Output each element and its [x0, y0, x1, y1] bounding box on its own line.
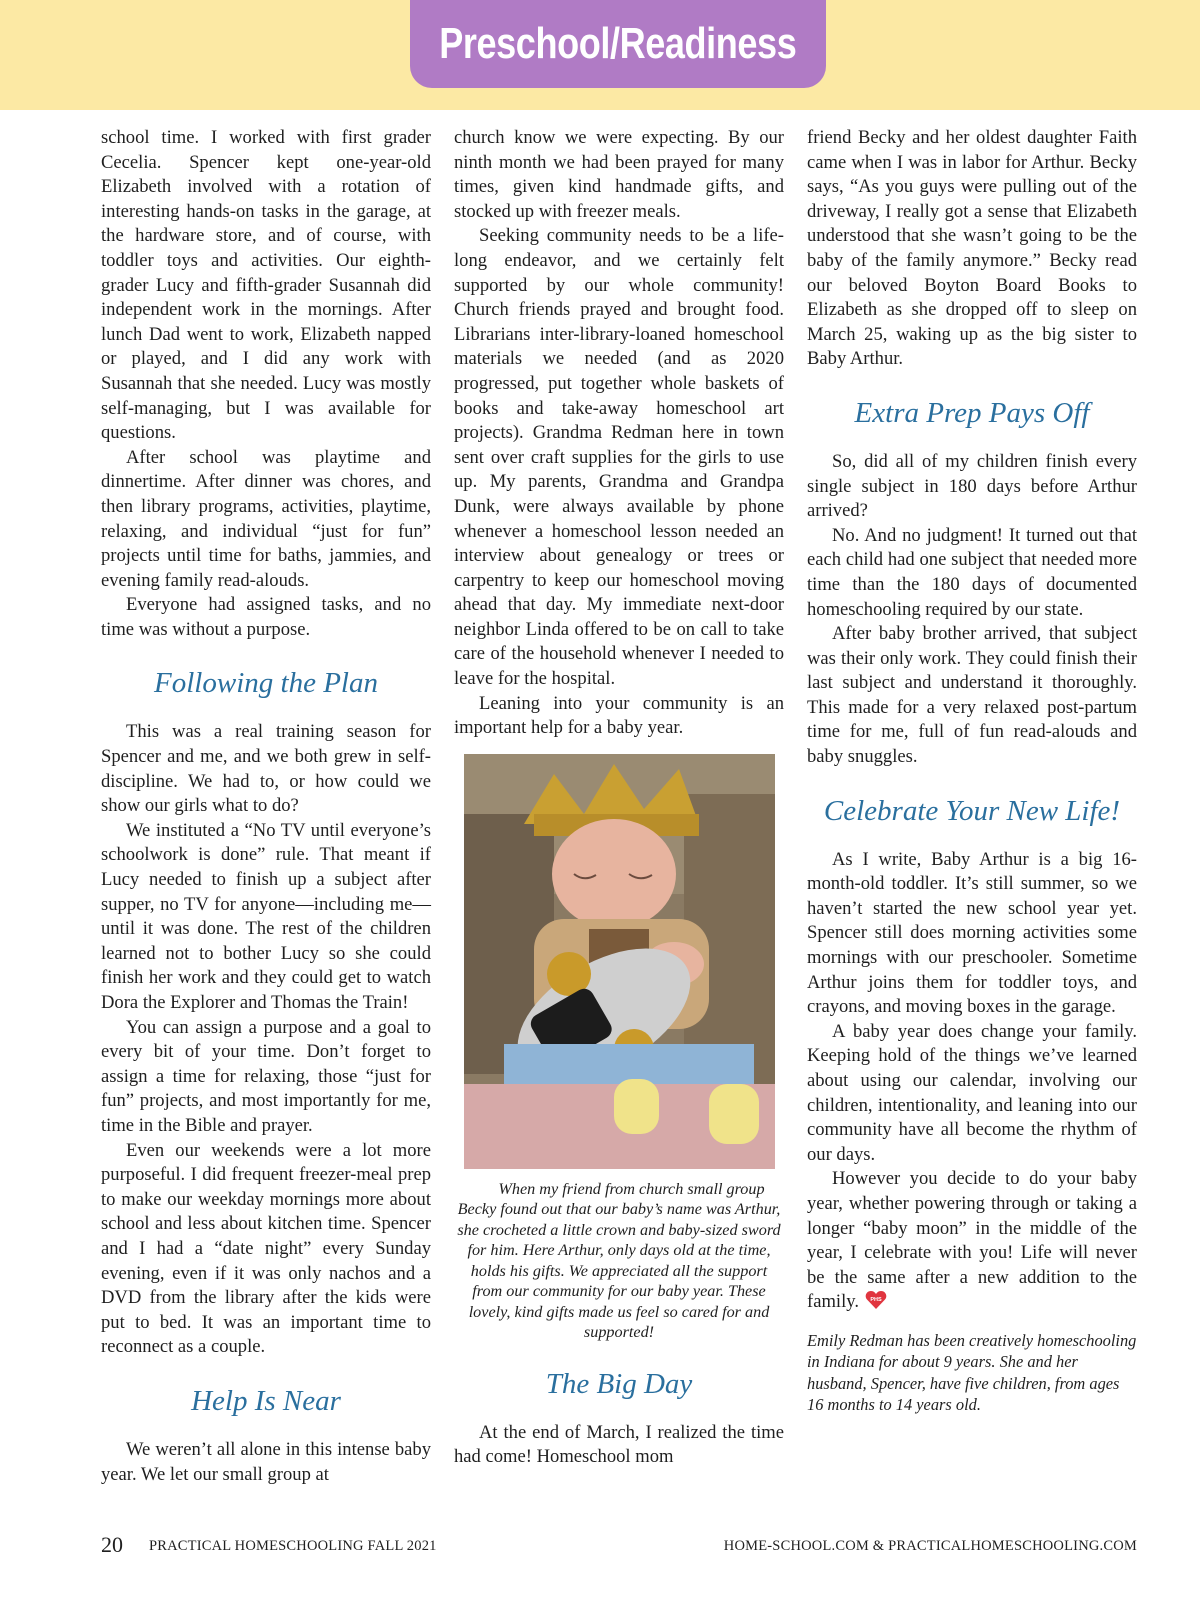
paragraph: Even our weekends were a lot more purposeful. I did frequent freezer-meal prep to make our weekday mornings more about school and less about kitchen time. Spencer and I had a “date night” every Sunday evening, even if it was only nachos and a DVD from the library after the kids were put to bed. It was an important time to reconnect as a couple.: [101, 1139, 431, 1358]
paragraph: After school was playtime and dinnertime. After dinner was chores, and then library programs, activities, playtime, relaxing, and individual “just for fun” projects until time for baths, jammies, and evening family read-alouds.: [101, 446, 431, 591]
section-title: Preschool/Readiness: [439, 19, 797, 68]
paragraph: No. And no judgment! It turned out that each child had one subject that needed more time than the 180 days of documented homeschooling required by our state.: [807, 524, 1137, 620]
website-urls: HOME-SCHOOL.COM & PRACTICALHOMESCHOOLING.COM: [723, 1538, 1137, 1554]
heart-logo-icon: [865, 1290, 887, 1310]
page-footer: [101, 1532, 1137, 1560]
paragraph: We instituted a “No TV until everyone’s schoolwork is done” rule. That meant if Lucy needed to finish up a subject after supper, no TV for anyone—including me—until it was done. The rest of the children learned not to bother Lucy so she could finish her work and they could get to watch Dora the Explorer and Thomas the Train!: [101, 819, 431, 1013]
section-heading-help-is-near: Help Is Near: [191, 1384, 341, 1417]
baby-photo: [464, 754, 775, 1169]
paragraph: Seeking community needs to be a life-long endeavor, and we certainly felt supported by our whole community! Church friends prayed and brought food. Librarians inter-library-loaned homeschool materials we needed (and as 2020 progressed, put together whole baskets of books and take-away homeschool art projects). Grandma Redman here in town sent over craft supplies for the girls to use up. My parents, Grandma and Grandpa Dunk, were always available by phone whenever a homeschool lesson needed an interview about genealogy or trees or carpentry to keep our homeschool moving ahead that day. My immediate next-door neighbor Linda offered to be on call to take care of the household whenever I needed to leave for the hospital.: [454, 225, 784, 690]
paragraph: So, did all of my children finish every single subject in 180 days before Arthur arrived?: [807, 450, 1137, 522]
paragraph: We weren’t all alone in this intense baby year. We let our small group at: [101, 1438, 431, 1485]
section-tab: [410, 0, 826, 88]
paragraph: After baby brother arrived, that subject was their only work. They could finish their last subject and understand it thoroughly. This made for a very relaxed post-partum time for me, full of fun read-alouds and baby snuggles.: [807, 623, 1137, 768]
logo-text: PHS: [870, 1297, 882, 1304]
paragraph: Leaning into your community is an important help for a baby year.: [454, 692, 784, 739]
magazine-issue: PRACTICAL HOMESCHOOLING FALL 2021: [149, 1538, 437, 1554]
column-2: [454, 126, 784, 1470]
paragraph: This was a real training season for Spencer and me, and we both grew in self-discipline. We had to, or how could we show our girls what to do?: [101, 721, 431, 817]
section-heading-following-the-plan: Following the Plan: [154, 667, 378, 700]
paragraph: friend Becky and her oldest daughter Faith came when I was in labor for Arthur. Becky says, “As you guys were pulling out of the driveway, I really got a sense that Elizabeth understood that she wasn’t going to be the baby of the family anymore.” Becky read our beloved Boyton Board Books to Elizabeth as she dropped off to sleep on March 25, waking up as the big sister to Baby Arthur.: [807, 127, 1137, 370]
paragraph: Everyone had assigned tasks, and no time was without a purpose.: [101, 594, 431, 640]
section-heading-celebrate: Celebrate Your New Life!: [823, 794, 1121, 827]
paragraph: A baby year does change your family. Keeping hold of the things we’ve learned about using our calendar, involving our children, intentionality, and leaning into our community have all become the rhythm of our days.: [807, 1020, 1137, 1165]
paragraph: school time. I worked with first grader Cecelia. Spencer kept one-year-old Elizabeth involved with a rotation of interesting hands-on tasks in the garage, at the hardware store, and of course, with toddler toys and activities. Our eighth-grader Lucy and fifth-grader Susannah did independent work in the mornings. After lunch Dad went to work, Elizabeth napped or played, and I did any work with Susannah that she needed. Lucy was mostly self-managing, but I was available for questions.: [101, 127, 431, 444]
paragraph: As I write, Baby Arthur is a big 16-month-old toddler. It’s still summer, so we haven’t started the new school year yet. Spencer still does morning activities some mornings with our preschooler. Sometime Arthur joins them for toddler toys, and crayons, and moving boxes in the garage.: [807, 848, 1137, 1018]
paragraph-text: However you decide to do your baby year, whether powering through or taking a longer “baby moon” in the middle of the year, I celebrate with you! Life will never be the same after a new addition to the family.: [807, 1168, 1137, 1313]
section-heading-the-big-day: The Big Day: [545, 1367, 693, 1400]
column-3: [807, 126, 1137, 1416]
section-heading-extra-prep: Extra Prep Pays Off: [854, 396, 1090, 429]
paragraph: [807, 1167, 1137, 1315]
page-number: 20: [101, 1532, 123, 1557]
author-bio: Emily Redman has been creatively homeschooling in Indiana for about 9 years. She and her husband, Spencer, have five children, from ages 16 months to 14 years old.: [807, 1330, 1137, 1415]
column-1: [101, 126, 431, 1487]
paragraph: At the end of March, I realized the time had come! Homeschool mom: [454, 1421, 784, 1468]
paragraph: You can assign a purpose and a goal to every bit of your time. Don’t forget to assign a time for relaxing, those “just for fun” projects, and most importantly for me, time in the Bible and prayer.: [101, 1016, 431, 1136]
photo-caption: When my friend from church small group Becky found out that our baby’s name was Arthur, she crocheted a little crown and baby-sized sword for him. Here Arthur, only days old at the time, holds his gifts. We appreciated all the support from our community for our baby year. These lovely, kind gifts made us feel so cared for and supported!: [457, 1179, 781, 1342]
paragraph: church know we were expecting. By our ninth month we had been prayed for many times, given kind handmade gifts, and stocked up with freezer meals.: [454, 127, 784, 222]
